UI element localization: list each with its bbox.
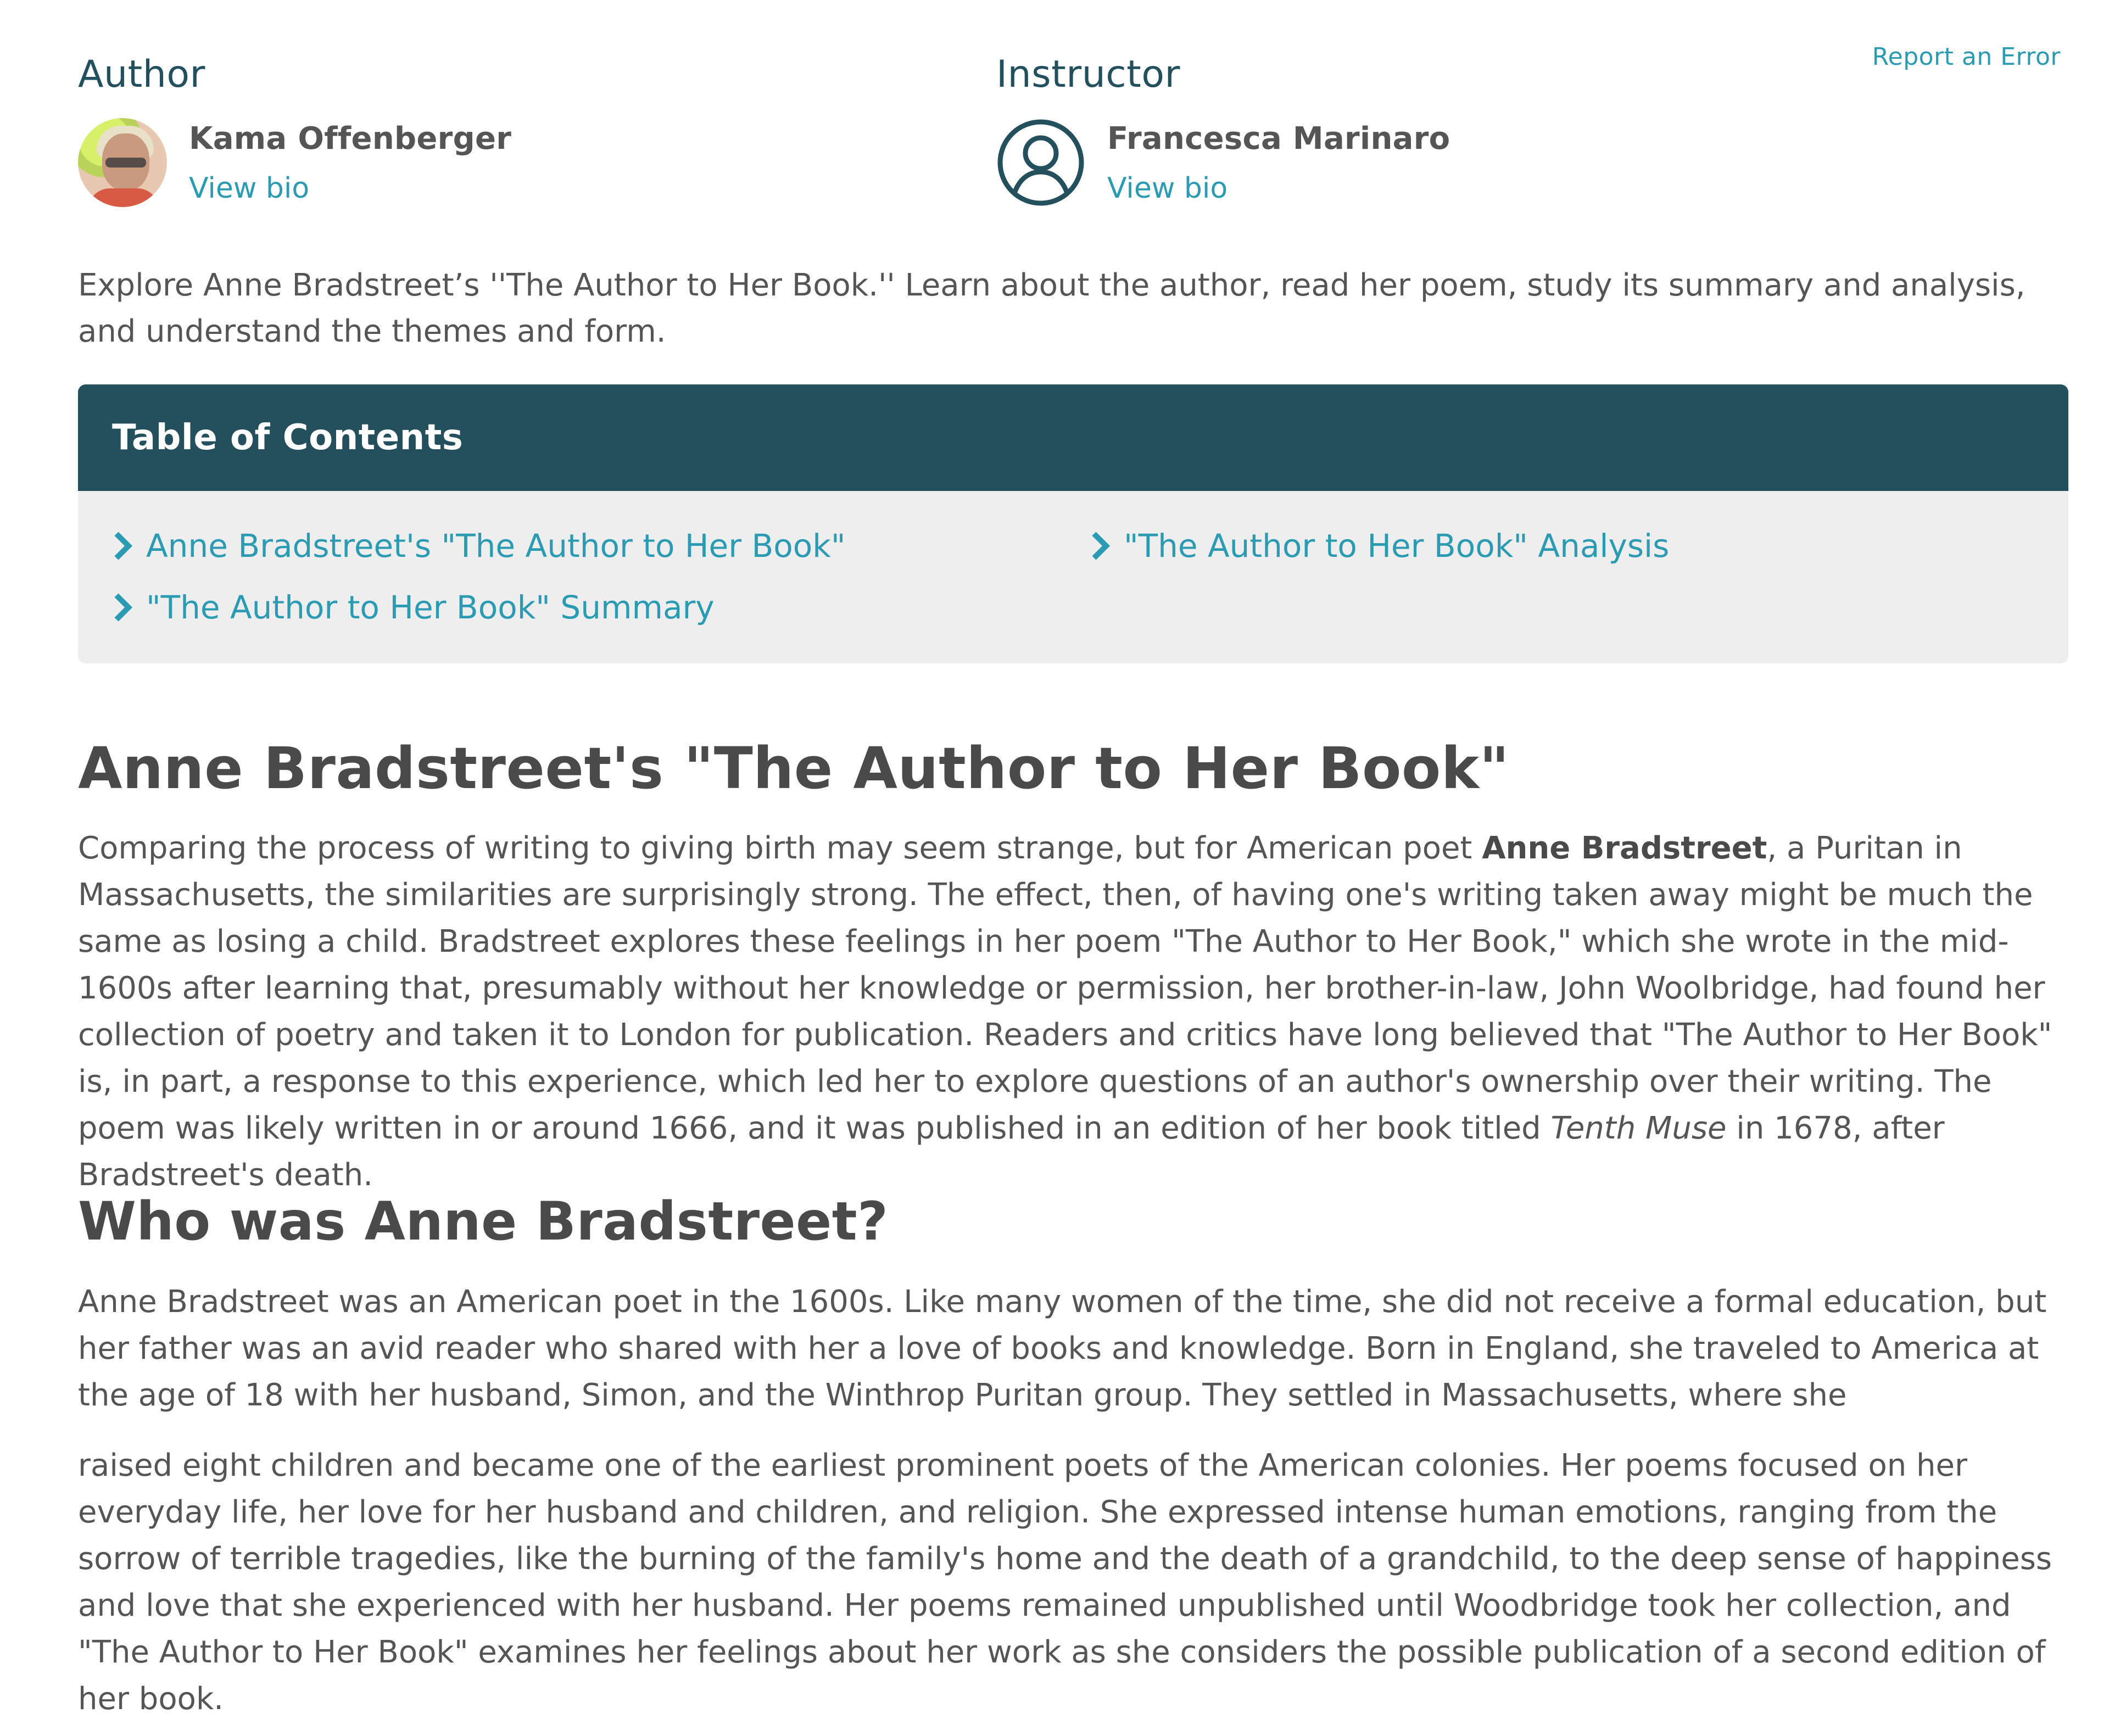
- toc-item-label: Anne Bradstreet's "The Author to Her Book": [146, 527, 846, 565]
- section-heading-bradstreet-poem: Anne Bradstreet's "The Author to Her Book": [78, 735, 1510, 802]
- toc-item-bradstreet-poem[interactable]: [112, 527, 846, 565]
- instructor-view-bio-link[interactable]: View bio: [1107, 171, 1228, 205]
- report-error-link[interactable]: Report an Error: [1872, 43, 2061, 71]
- chevron-right-icon: [112, 592, 134, 623]
- table-of-contents: [78, 384, 2068, 663]
- section-paragraph: Comparing the process of writing to giving birth may seem strange, but for American poet Anne Bradstreet, a Puritan in Massachusetts, the similarities are surprisingly strong. The effect, then, of having one's writing taken away might be much the same as losing a child. Bradstreet explores these feelings in her poem "The Author to Her Book," which she wrote in the mid-1600s after learning that, presumably without her knowledge or permission, her brother-in-law, John Woolbridge, had found her collection of poetry and taken it to London for publication. Readers and critics have long believed that "The Author to Her Book" is, in part, a response to this experience, which led her to explore questions of an author's ownership over their writing. The poem was likely written in or around 1666, and it was published in an edition of her book titled Tenth Muse in 1678, after Bradstreet's death.: [78, 830, 2052, 1193]
- toc-item-analysis[interactable]: [1090, 527, 1669, 565]
- toc-item-label: "The Author to Her Book" Analysis: [1124, 527, 1670, 565]
- chevron-right-icon: [112, 531, 134, 561]
- author-avatar[interactable]: [78, 118, 167, 207]
- toc-item-summary[interactable]: [112, 589, 715, 626]
- toc-body: [78, 491, 2068, 663]
- section-paragraph: raised eight children and became one of the earliest prominent poets of the American colonies. Her poems focused on her everyday life, her love for her husband and children, and religion. She expressed intense human emotions, ranging from the sorrow of terrible tragedies, like the burning of the family's home and the death of a grandchild, to the deep sense of happiness and love that she experienced with her husband. Her poems remained unpublished until Woodbridge took her collection, and "The Author to Her Book" examines her feelings about her work as she considers the possible publication of a second edition of her book.: [78, 1448, 2052, 1717]
- bold-term: Anne Bradstreet: [1482, 830, 1767, 866]
- book-title: Tenth Muse: [1550, 1110, 1727, 1146]
- lesson-intro: Explore Anne Bradstreet’s ''The Author to Her Book.'' Learn about the author, read her poem, study its summary and analysis, and understand the themes and form.: [78, 267, 2026, 349]
- contributors: [78, 53, 2055, 228]
- author-block: [78, 53, 511, 207]
- user-circle-icon[interactable]: [996, 118, 1085, 207]
- toc-title: Table of Contents: [112, 417, 464, 458]
- author-name: Kama Offenberger: [189, 120, 512, 157]
- toc-item-label: "The Author to Her Book" Summary: [146, 589, 715, 626]
- instructor-block: [996, 53, 1450, 207]
- chevron-right-icon: [1090, 531, 1112, 561]
- section-paragraph: Anne Bradstreet was an American poet in the 1600s. Like many women of the time, she did not receive a formal education, but her father was an avid reader who shared with her a love of books and knowledge. Born in England, she traveled to America at the age of 18 with her husband, Simon, and the Winthrop Puritan group. They settled in Massachusetts, where she: [78, 1284, 2047, 1413]
- toc-header: [78, 384, 2068, 491]
- author-heading: Author: [78, 53, 205, 96]
- author-view-bio-link[interactable]: View bio: [189, 171, 310, 205]
- instructor-heading: Instructor: [996, 53, 1180, 96]
- section-heading-who-was-bradstreet: Who was Anne Bradstreet?: [78, 1191, 889, 1252]
- instructor-name: Francesca Marinaro: [1107, 120, 1450, 157]
